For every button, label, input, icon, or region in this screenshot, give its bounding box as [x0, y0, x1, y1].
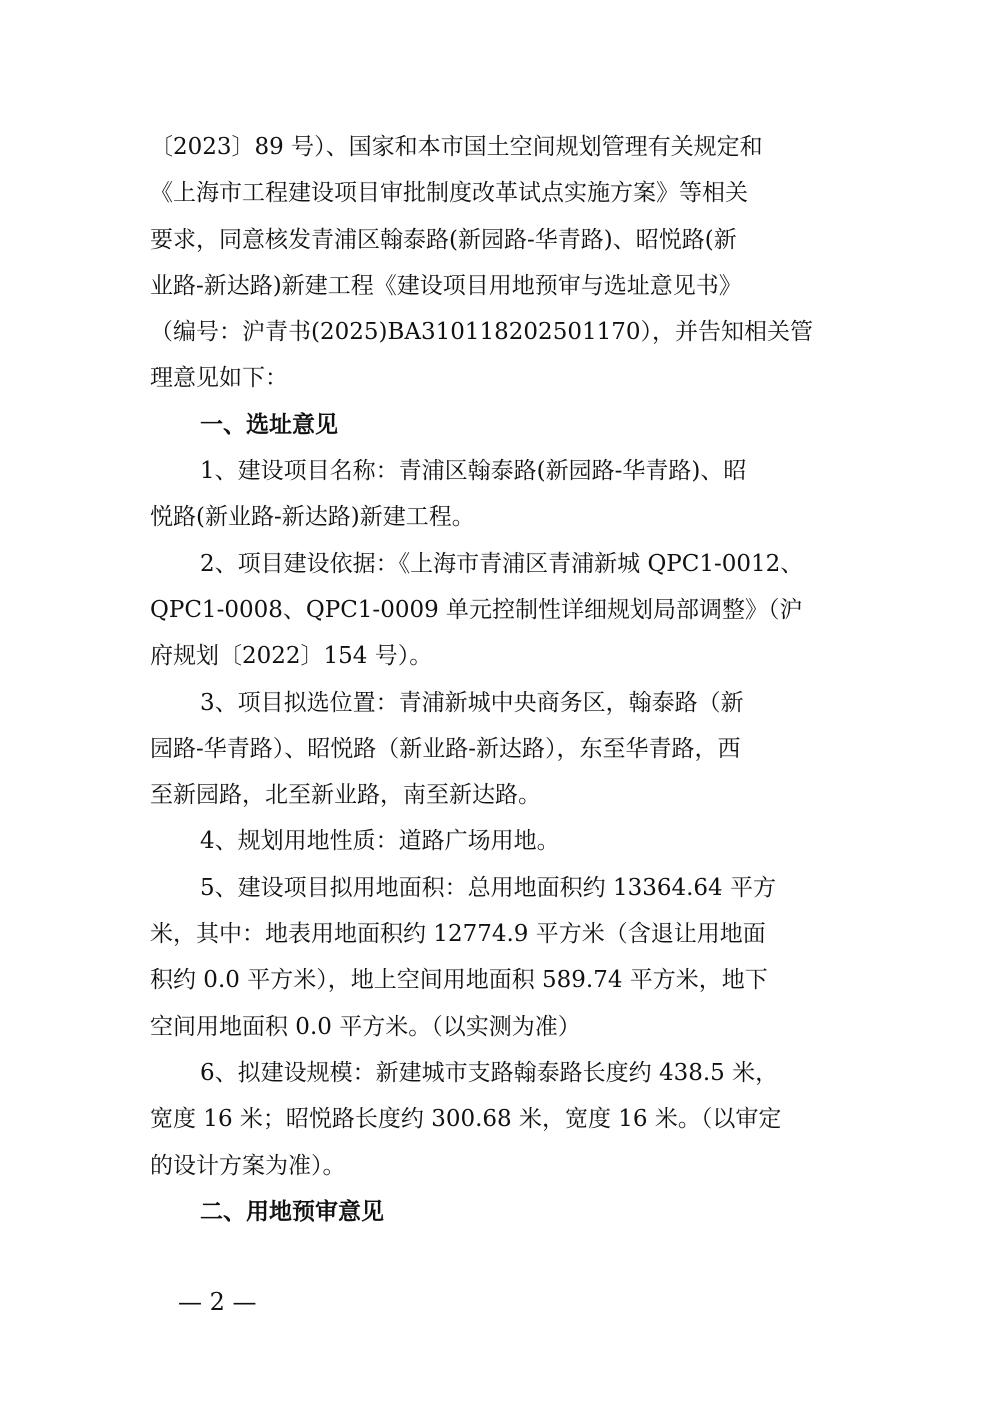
body-line: 3、项目拟选位置：青浦新城中央商务区，翰泰路（新 — [200, 689, 744, 716]
body-line: 《上海市工程建设项目审批制度改革试点实施方案》等相关 — [150, 180, 748, 207]
body-line: 宽度 16 米；昭悦路长度约 300.68 米，宽度 16 米。（以审定 — [150, 1106, 782, 1133]
body-line: 悦路(新业路-新达路)新建工程。 — [150, 504, 475, 531]
body-line: 府规划〔2022〕154 号）。 — [150, 643, 433, 670]
body-line: 米，其中：地表用地面积约 12774.9 平方米（含退让用地面 — [150, 921, 766, 948]
body-line: 〔2023〕89 号）、国家和本市国土空间规划管理有关规定和 — [150, 134, 763, 160]
document-body — [150, 124, 844, 1235]
body-line: 5、建设项目拟用地面积：总用地面积约 13364.64 平方 — [200, 874, 776, 901]
section-heading-site-selection: 一、选址意见 — [200, 411, 338, 438]
body-line: 6、拟建设规模：新建城市支路翰泰路长度约 438.5 米， — [200, 1059, 779, 1086]
body-line: 业路-新达路)新建工程《建设项目用地预审与选址意见书》 — [150, 272, 742, 299]
body-line: 要求，同意核发青浦区翰泰路(新园路-华青路)、昭悦路(新 — [150, 226, 737, 253]
body-line: 至新园路，北至新业路，南至新达路。 — [150, 782, 541, 809]
section-heading-land-pre-review: 二、用地预审意见 — [200, 1198, 384, 1225]
body-line: 4、规划用地性质：道路广场用地。 — [200, 828, 560, 855]
body-line: 2、项目建设依据：《上海市青浦区青浦新城 QPC1-0012、 — [200, 550, 804, 577]
body-line: 积约 0.0 平方米），地上空间用地面积 589.74 平方米，地下 — [150, 967, 768, 994]
body-line: （编号：沪青书(2025)BA310118202501170），并告知相关管 — [150, 319, 813, 346]
body-line: 的设计方案为准）。 — [150, 1152, 346, 1179]
body-line: 空间用地面积 0.0 平方米。（以实测为准） — [150, 1013, 581, 1040]
body-line: 1、建设项目名称：青浦区翰泰路(新园路-华青路)、昭 — [200, 458, 747, 485]
body-line: QPC1-0008、QPC1-0009 单元控制性详细规划局部调整》（沪 — [150, 596, 803, 623]
body-line: 园路-华青路）、昭悦路（新业路-新达路），东至华青路，西 — [150, 735, 741, 762]
page-number: — 2 — — [178, 1288, 257, 1316]
body-line: 理意见如下： — [150, 365, 288, 392]
